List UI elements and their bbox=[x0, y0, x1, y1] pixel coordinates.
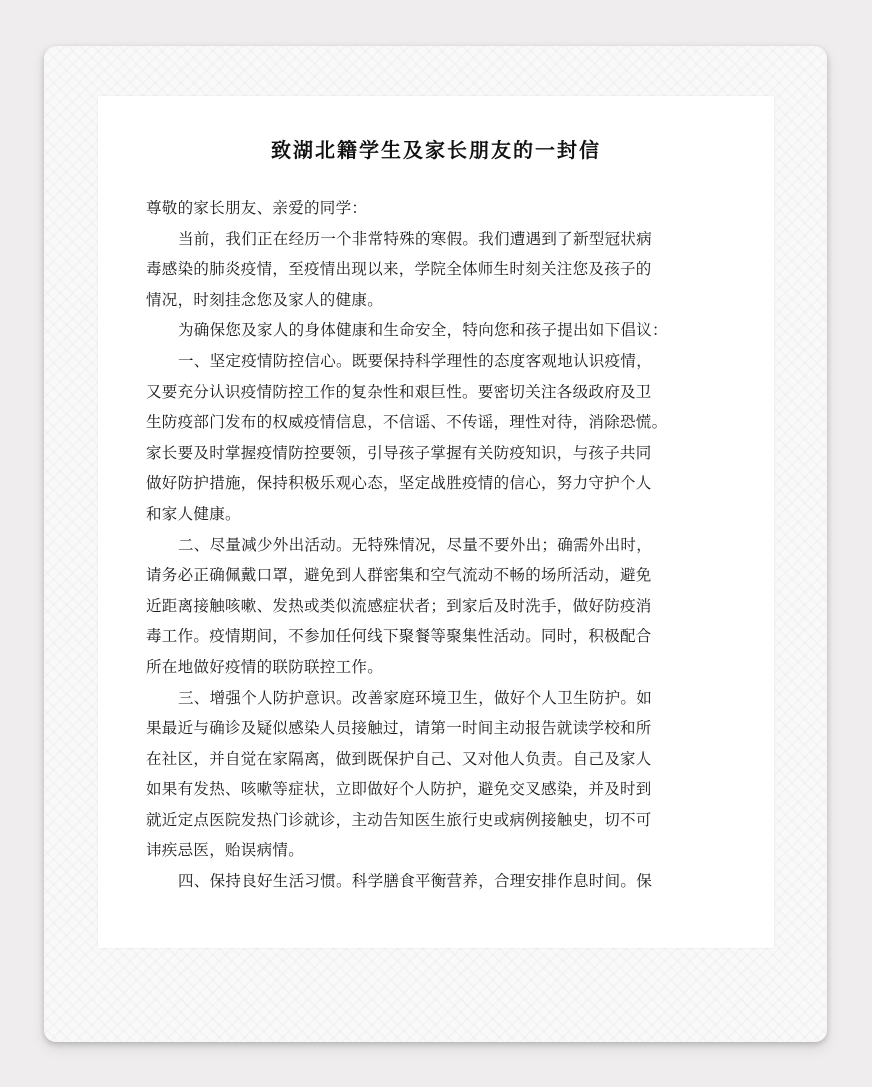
letter-title: 致湖北籍学生及家长朋友的一封信 bbox=[271, 138, 601, 162]
text-line: 二、尽量减少外出活动。无特殊情况，尽量不要外出；确需外出时， bbox=[178, 535, 653, 554]
letter-body bbox=[146, 193, 726, 897]
text-line: 请务必正确佩戴口罩，避免到人群密集和空气流动不畅的场所活动，避免 bbox=[146, 566, 652, 585]
text-line: 四、保持良好生活习惯。科学膳食平衡营养，合理安排作息时间。保 bbox=[178, 872, 653, 891]
text-line: 所在地做好疫情的联防联控工作。 bbox=[146, 657, 384, 676]
text-line: 就近定点医院发热门诊就诊，主动告知医生旅行史或病例接触史，切不可 bbox=[146, 810, 652, 829]
text-line: 又要充分认识疫情防控工作的复杂性和艰巨性。要密切关注各级政府及卫 bbox=[146, 382, 652, 401]
text-line: 和家人健康。 bbox=[146, 504, 241, 523]
text-line: 近距离接触咳嗽、发热或类似流感症状者；到家后及时洗手，做好防疫消 bbox=[146, 596, 652, 615]
paragraph-intro bbox=[146, 224, 726, 316]
salutation: 尊敬的家长朋友、亲爱的同学： bbox=[146, 199, 368, 217]
text-line: 做好防护措施，保持积极乐观心态，坚定战胜疫情的信心，努力守护个人 bbox=[146, 474, 652, 493]
paragraph-point-2 bbox=[146, 530, 726, 683]
text-line: 毒工作。疫情期间，不参加任何线下聚餐等聚集性活动。同时，积极配合 bbox=[146, 627, 652, 646]
paragraph-proposal-intro bbox=[146, 315, 726, 346]
text-line: 家长要及时掌握疫情防控要领，引导孩子掌握有关防疫知识，与孩子共同 bbox=[146, 443, 652, 462]
text-line: 在社区，并自觉在家隔离，做到既保护自己、又对他人负责。自己及家人 bbox=[146, 749, 652, 768]
text-line: 讳疾忌医，贻误病情。 bbox=[146, 841, 305, 860]
text-line: 情况，时刻挂念您及家人的健康。 bbox=[146, 290, 384, 309]
paragraph-point-3 bbox=[146, 683, 726, 867]
text-line: 当前，我们正在经历一个非常特殊的寒假。我们遭遇到了新型冠状病 bbox=[178, 229, 653, 248]
paragraph-point-4 bbox=[146, 866, 726, 897]
text-line: 毒感染的肺炎疫情，至疫情出现以来，学院全体师生时刻关注您及孩子的 bbox=[146, 260, 652, 279]
text-line: 一、坚定疫情防控信心。既要保持科学理性的态度客观地认识疫情， bbox=[178, 351, 653, 370]
paragraph-point-1 bbox=[146, 346, 726, 530]
text-line: 生防疫部门发布的权威疫情信息，不信谣、不传谣，理性对待，消除恐慌。 bbox=[146, 413, 668, 432]
text-line: 果最近与确诊及疑似感染人员接触过，请第一时间主动报告就读学校和所 bbox=[146, 719, 652, 738]
text-line: 如果有发热、咳嗽等症状，立即做好个人防护，避免交叉感染，并及时到 bbox=[146, 780, 652, 799]
text-line: 为确保您及家人的身体健康和生命安全，特向您和孩子提出如下倡议： bbox=[178, 321, 668, 340]
text-line: 三、增强个人防护意识。改善家庭环境卫生，做好个人卫生防护。如 bbox=[178, 688, 653, 707]
